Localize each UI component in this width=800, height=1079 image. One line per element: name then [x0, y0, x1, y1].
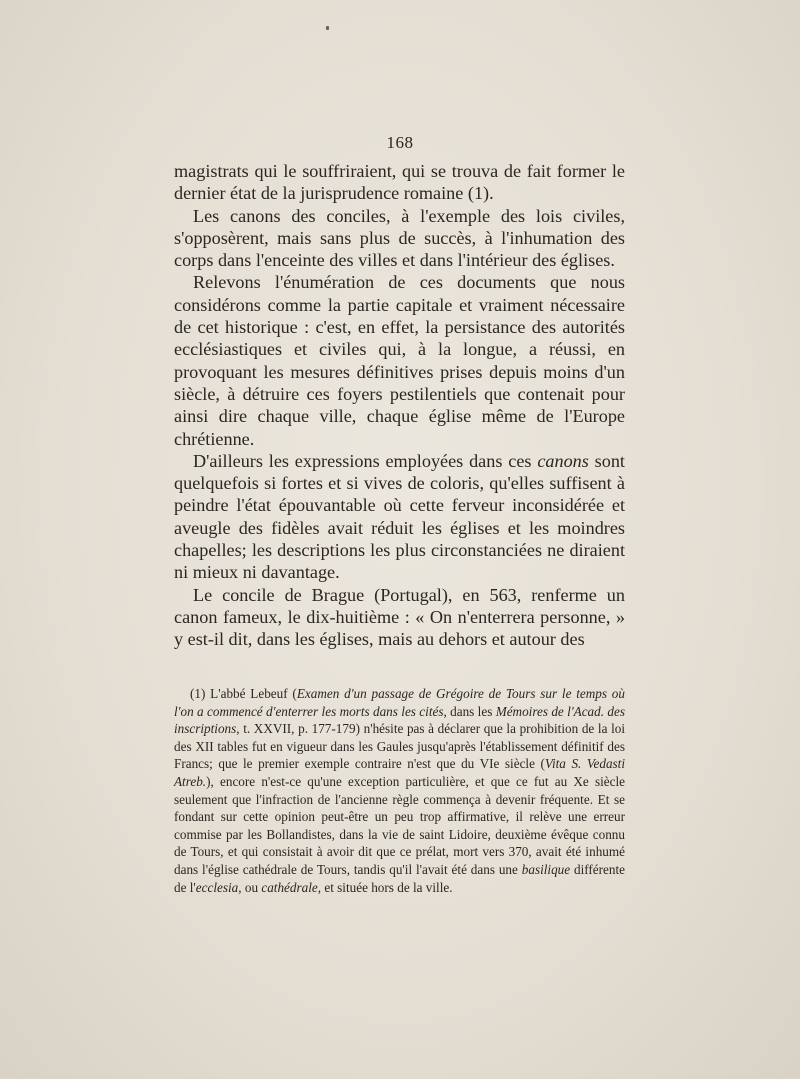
footnote-text-1: (1) L'abbé Lebeuf ( [190, 686, 297, 701]
footnote-text-6: , ou [238, 879, 262, 895]
page-number: 168 [386, 133, 414, 152]
footnote-text-4: ), encore n'est-ce qu'une exception particulière, et que ce fut au Xe siècle seulement que l'infraction de l'ancienne règle commença à devenir fréquente. Et se fondant sur cette opinion peut-être un peu trop affirmative, il relève une erreur commise par les Bollandistes, dans la vie de saint Lidoire, deuxième évêque connu de Tours, et qui consistait à avoir dit que ce prélat, mort vers 370, avait été inhumé dans l'église cathédrale de Tours, tandis qu'il l'avait été dans une [174, 773, 625, 877]
ink-speck [326, 26, 329, 30]
footnote-italic-memoires: Mémoires de l'Acad. des inscriptions [174, 703, 625, 737]
footnote-italic-cathedrale: cathédrale [261, 879, 318, 895]
footnote-1 [174, 685, 625, 896]
footnote-italic-basilique: basilique [521, 861, 571, 877]
footnote-italic-ecclesia: ecclesia [195, 879, 239, 895]
paragraph-3: Relevons l'énumération de ces documents que nous considérons comme la partie capitale et vraiment nécessaire de cet historique : c'est, en effet, la persistance des autorités ecclésiastiques et civiles qui, à la longue, a réussi, en provoquant les mesures définitives prises depuis moins d'un siècle, à détruire ces foyers pestilentiels que contenait pour ainsi dire chaque ville, chaque église même de l'Europe chrétienne. [174, 272, 625, 449]
paragraph-2: Les canons des conciles, à l'exemple des lois civiles, s'opposèrent, mais sans plus de succès, à l'inhumation des corps dans l'enceinte des villes et dans l'intérieur des églises. [174, 205, 625, 271]
paragraph-1: magistrats qui le souffriraient, qui se trouva de fait former le dernier état de la jurisprudence romaine (1). [174, 161, 625, 204]
footnote-text-2: , dans les [443, 703, 496, 719]
footnote-italic-vita: Vita S. Vedasti Atreb. [174, 756, 625, 789]
paragraph-4 [174, 450, 625, 584]
paragraph-4-text-b: sont quelquefois si fortes et si vives de coloris, qu'elles suffisent à peindre l'état épouvantable où cette ferveur inconsidérée et aveugle des fidèles avait réduit les églises et les moindres chapelles; les descriptions les plus circonstanciées ne diraient ni mieux ni davantage. [174, 450, 625, 583]
paragraph-4-canons-italic: canons [537, 450, 589, 471]
footnote-text-3: , t. XXVII, p. 177-179) n'hésite pas à déclarer que la prohibition de la loi des XII tables fut en vigueur dans les Gaules jusqu'après l'établissement définitif des Francs; que le premier exemple contraire n'est que du VIe siècle ( [174, 721, 625, 772]
paragraph-5: Le concile de Brague (Portugal), en 563, renferme un canon fameux, le dix-huitième : « On n'enterrera personne, » y est-il dit, dans les églises, mais au dehors et autour des [174, 584, 625, 650]
main-text [174, 160, 625, 651]
footnote-italic-title: Examen d'un passage de Grégoire de Tours sur le temps où l'on a commencé d'enterrer les morts dans les cités [174, 686, 625, 719]
footnote-text-5: différente de l' [174, 861, 626, 895]
footnote-text-7: , et située hors de la ville. [317, 879, 453, 895]
footnote-block [174, 685, 625, 896]
paragraph-4-text-a: D'ailleurs les expressions employées dans ces [193, 450, 538, 471]
